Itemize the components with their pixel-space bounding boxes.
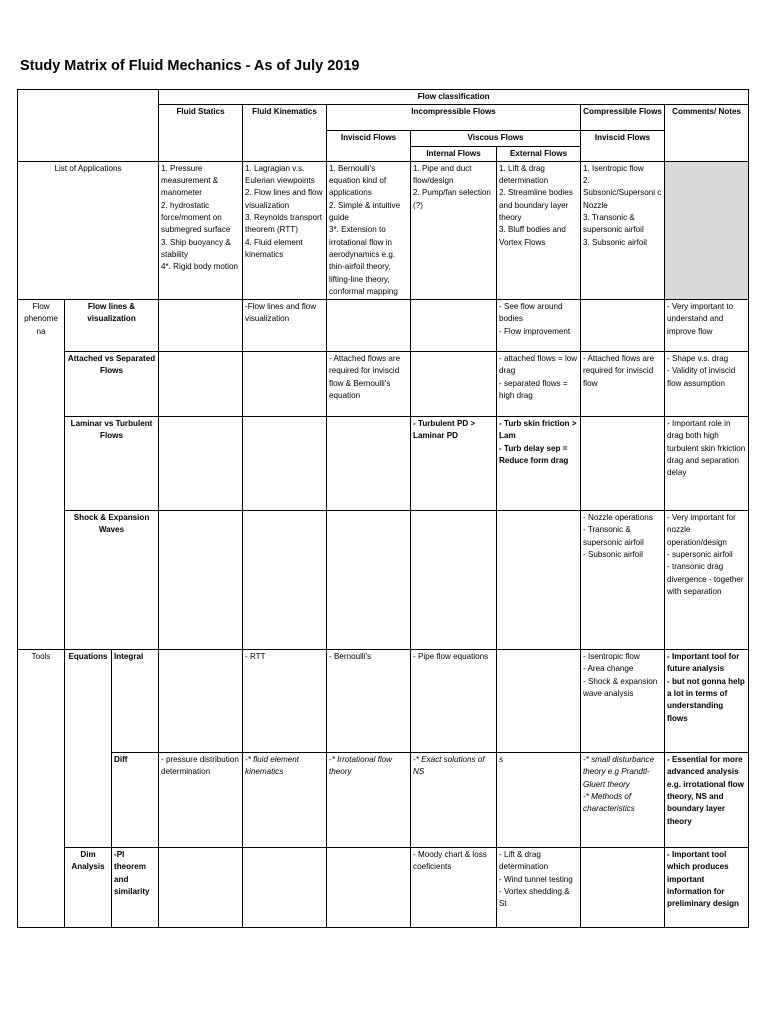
cell-applications-inviscid (327, 161, 411, 299)
cell-integral-external (497, 650, 581, 753)
cell-flowlines-internal (411, 300, 497, 352)
cell-line: - Subsonic airfoil (583, 550, 643, 560)
compressible-flows-header: Compressible Flows (581, 105, 665, 131)
fluid-kinematics-header: Fluid Kinematics (243, 105, 327, 162)
compressible-inviscid-header: Inviscid Flows (581, 131, 665, 162)
external-flows-header: External Flows (497, 146, 581, 161)
flow-classification-header: Flow classification (159, 90, 749, 105)
cell-integral-internal (411, 650, 497, 753)
cell-laminar-kinematics (243, 417, 327, 511)
row-label-laminar: Laminar vs Turbulent Flows (65, 417, 159, 511)
cell-flowlines-compressible (581, 300, 665, 352)
incompressible-flows-header: Incompressible Flows (327, 105, 581, 131)
cell-flowlines-statics (159, 300, 243, 352)
cell-line: 2. Subsonic/Supersoni c Nozzle (583, 176, 664, 210)
cell-line: - Shock & expansion wave analysis (583, 676, 660, 699)
cell-line: 1. Pressure measurement & manometer (161, 163, 221, 198)
row-label-integral: Integral (112, 650, 159, 753)
cell-line: - Transonic & supersonic airfoil (583, 525, 644, 547)
cell-line: - Important tool for future analysis (667, 652, 742, 674)
cell-line: 1. Lift & drag determination (499, 163, 549, 186)
cell-line: 3. Subsonic airfoil (583, 237, 647, 247)
cell-laminar-compressible (581, 417, 665, 511)
cell-line: 1. Bernoulli's equation kind of applications (329, 163, 389, 198)
cell-attached-internal (411, 352, 497, 417)
cell-diff-comments (665, 753, 749, 848)
cell-flowlines-comments (665, 300, 749, 352)
cell-line: 2. Simple & intuitive guide (329, 200, 403, 223)
cell-line: - but not gonna help a lot in terms of understanding flows (667, 676, 748, 723)
cell-shock-external (497, 511, 581, 650)
cell-line: -* small disturbance theory e.g Prandtl-Gluert theory (583, 755, 657, 789)
group-label-equations: Equations (65, 650, 112, 848)
cell-line: - pressure distribution determination (161, 755, 242, 777)
cell-line: - Bernoulli's (329, 652, 372, 662)
cell-diff-statics (159, 753, 243, 848)
cell-line: 3*. Extension to irrotational flow in aerodynamics e.g. thin-airfoil theory, lifting-line theory, conformal mapping (329, 225, 398, 296)
cell-line: - Turbulent PD > Laminar PD (413, 419, 478, 441)
cell-line: - Attached flows are required for inviscid flow & Bernoulli's equation (329, 354, 403, 401)
cell-laminar-external (497, 417, 581, 511)
cell-diff-external (497, 753, 581, 848)
cell-attached-inviscid (327, 352, 411, 417)
cell-line: - separated flows = high drag (499, 378, 570, 401)
cell-line: - Flow improvement (499, 326, 571, 336)
cell-integral-compressible (581, 650, 665, 753)
row-label-attached: Attached vs Separated Flows (65, 352, 159, 417)
cell-line: - Moody chart & loss coeficients (413, 850, 490, 872)
cell-line: - attached flows = low drag (499, 354, 580, 376)
cell-dim-comments (665, 848, 749, 928)
cell-line: - Validity of inviscid flow assumption (667, 366, 738, 388)
cell-line: 4. Fluid element kinematics (245, 237, 305, 259)
cell-line: -* Exact solutions of NS (413, 755, 487, 777)
cell-line: 1. Isentropic flow (583, 163, 644, 173)
row-label-diff: Diff (112, 753, 159, 848)
cell-attached-compressible (581, 352, 665, 417)
cell-integral-kinematics (243, 650, 327, 753)
cell-laminar-internal (411, 417, 497, 511)
cell-line: -PI theorem and similarity (114, 850, 150, 897)
cell-attached-comments (665, 352, 749, 417)
cell-shock-comments (665, 511, 749, 650)
cell-applications-comments (665, 161, 749, 299)
cell-line: 2. Pump/fan selection (?) (413, 188, 494, 210)
cell-diff-kinematics (243, 753, 327, 848)
cell-dim-external (497, 848, 581, 928)
cell-line: - Area change (583, 664, 634, 674)
cell-line: - Isentropic flow (583, 652, 640, 662)
cell-attached-kinematics (243, 352, 327, 417)
cell-line: - RTT (245, 652, 266, 662)
fluid-statics-header: Fluid Statics (159, 105, 243, 162)
cell-shock-kinematics (243, 511, 327, 650)
cell-line: - Pipe flow equations (413, 652, 489, 662)
cell-line: -* Methods of characteristics (583, 792, 635, 814)
cell-line: 3. Bluff bodies and Vortex Flows (499, 225, 569, 247)
cell-line: - Wind tunnel testing (499, 874, 573, 884)
cell-dim-internal (411, 848, 497, 928)
cell-line: - Attached flows are required for inviscid flow (583, 354, 657, 388)
cell-line: 2. hydrostatic force/moment on submegred surface (161, 200, 231, 235)
corner-cell (18, 90, 159, 162)
cell-integral-inviscid (327, 650, 411, 753)
row-label-dim-analysis: Dim Analysis (65, 848, 112, 928)
cell-dim-kinematics (243, 848, 327, 928)
cell-integral-comments (665, 650, 749, 753)
cell-attached-external (497, 352, 581, 417)
cell-line: 4*. Rigid body motion (161, 262, 238, 272)
cell-dim-compressible (581, 848, 665, 928)
comments-notes-header: Comments/ Notes (665, 105, 749, 162)
cell-applications-kinematics (243, 161, 327, 299)
cell-laminar-statics (159, 417, 243, 511)
cell-line: - Very important to understand and improve flow (667, 302, 736, 336)
viscous-flows-header: Viscous Flows (411, 131, 581, 146)
cell-line: - Turb delay sep = Reduce form drag (499, 443, 570, 466)
cell-line: - Turb skin friction > Lam (499, 419, 579, 441)
page-title: Study Matrix of Fluid Mechanics - As of July 2019 (20, 58, 360, 74)
cell-diff-internal (411, 753, 497, 848)
cell-laminar-comments (665, 417, 749, 511)
cell-line: - Vortex shedding & St (499, 887, 572, 909)
cell-dim-sub (112, 848, 159, 928)
cell-line: - See flow around bodies (499, 302, 565, 324)
group-label-flow-phenomena: Flow phenome na (18, 300, 65, 650)
cell-line: -* Irrotational flow theory (329, 755, 395, 777)
cell-shock-statics (159, 511, 243, 650)
cell-integral-statics (159, 650, 243, 753)
cell-attached-statics (159, 352, 243, 417)
inviscid-flows-header: Inviscid Flows (327, 131, 411, 162)
cell-flowlines-kinematics (243, 300, 327, 352)
cell-applications-internal (411, 161, 497, 299)
cell-line: - Nozzle operations (583, 513, 653, 523)
group-label-tools: Tools (18, 650, 65, 928)
cell-line: 3. Transonic & supersonic airfoil (583, 213, 644, 235)
cell-line: 1. Lagragian v.s. Eulerian viewpoints (245, 163, 315, 186)
cell-line: - supersonic airfoil (667, 550, 733, 560)
cell-diff-compressible (581, 753, 665, 848)
cell-line: 3. Reynolds transport theorem (RTT) (245, 213, 325, 235)
cell-dim-statics (159, 848, 243, 928)
cell-line: 2. Streamline bodies and boundary layer theory (499, 188, 576, 223)
cell-line: -Flow lines and flow visualization (245, 302, 319, 324)
cell-line: - Lift & drag determination (499, 850, 549, 872)
cell-shock-internal (411, 511, 497, 650)
cell-applications-compressible (581, 161, 665, 299)
cell-shock-compressible (581, 511, 665, 650)
row-label-flow-lines: Flow lines & visualization (65, 300, 159, 352)
cell-applications-external (497, 161, 581, 299)
cell-line: -* fluid element kinematics (245, 755, 302, 777)
cell-applications-statics (159, 161, 243, 299)
cell-dim-inviscid (327, 848, 411, 928)
cell-line: - Essential for more advanced analysis e.g. irrotational flow theory, NS and boundary layer theory (667, 755, 747, 826)
cell-line: - Shape v.s. drag (667, 354, 729, 364)
internal-flows-header: Internal Flows (411, 146, 497, 161)
study-matrix-table (17, 89, 749, 928)
cell-line: - Important role in drag both high turbulent skin frkiction drag and separation delay (667, 419, 748, 478)
cell-diff-inviscid (327, 753, 411, 848)
cell-flowlines-inviscid (327, 300, 411, 352)
row-label-shock: Shock & Expansion Waves (65, 511, 159, 650)
cell-shock-inviscid (327, 511, 411, 650)
cell-flowlines-external (497, 300, 581, 352)
cell-line: 3. Ship buoyancy & stability (161, 237, 234, 259)
row-label-applications: List of Applications (18, 161, 159, 299)
cell-line: - Important tool which produces important information for preliminary design (667, 850, 739, 909)
cell-line: - Very important for nozzle operation/design (667, 513, 739, 547)
cell-line: s (499, 755, 504, 765)
cell-line: - transonic drag divergence - together with separation (667, 562, 746, 596)
cell-line: 1. Pipe and duct flow/design (413, 163, 474, 186)
cell-laminar-inviscid (327, 417, 411, 511)
cell-line: 2. Flow lines and flow visualization (245, 188, 325, 210)
